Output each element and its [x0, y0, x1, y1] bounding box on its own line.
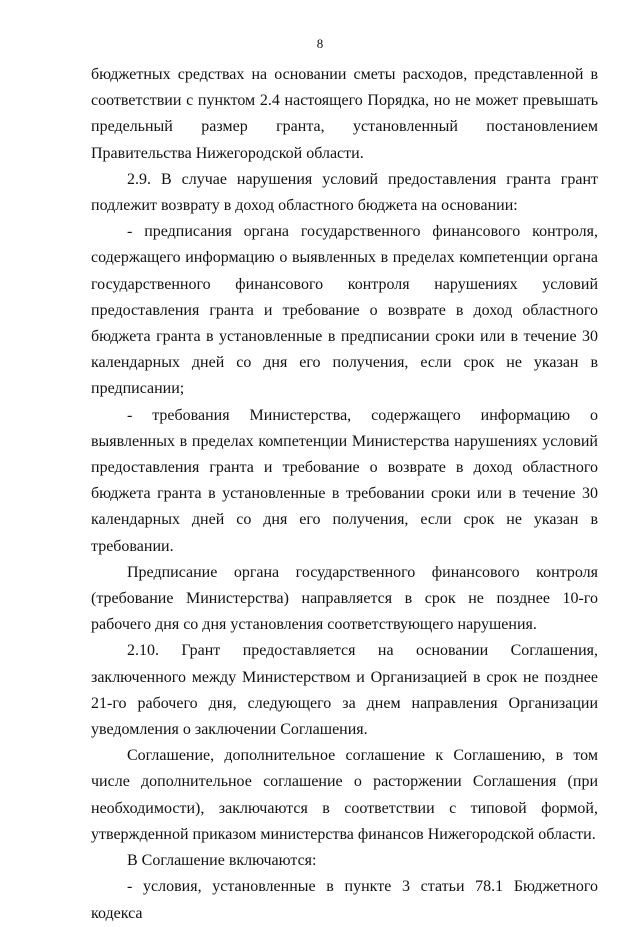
- paragraph-2-9: 2.9. В случае нарушения условий предоставления гранта грант подлежит возврату в доход областного бюджета на основании:: [91, 170, 598, 215]
- paragraph-continuation: бюджетных средствах на основании сметы расходов, представленной в соответствии с пунктом 2.4 настоящего Порядка, но не может превышать предельный размер гранта, установленный постановлением Правительства Нижегородской области.: [91, 66, 598, 162]
- paragraph-agreement-form: Соглашение, дополнительное соглашение к Соглашению, в том числе дополнительное соглашение о расторжении Соглашения (при необходимости), заключаются в соответствии с типовой формой, утвержденной приказом министерства финансов Нижегородской области.: [91, 747, 598, 843]
- paragraph-agreement-includes: В Соглашение включаются:: [127, 852, 317, 870]
- document-body: [91, 62, 598, 927]
- paragraph-bullet-conditions: - условия, установленные в пункте 3 статьи 78.1 Бюджетного кодекса: [91, 878, 598, 922]
- paragraph-2-10: 2.10. Грант предоставляется на основании Соглашения, заключенного между Министерством и Организацией в срок не позднее 21-го рабочего дня, следующего за днем направления Организации уведомления о заключении Соглашения.: [91, 642, 598, 739]
- paragraph-order-deadline: Предписание органа государственного финансового контроля (требование Министерства) направляется в срок не позднее 10-го рабочего дня со дня установления соответствующего нарушения.: [91, 563, 598, 634]
- paragraph-bullet-requirement: - требования Министерства, содержащего информацию о выявленных в пределах компетенции Министерства нарушениях условий предоставления гранта и требование о возврате в доход областного бюджета гранта в установленные в требовании сроки или в течение 30 календарных дней со дня его получения, если срок не указан в требовании.: [91, 406, 598, 555]
- paragraph-bullet-order: - предписания органа государственного финансового контроля, содержащего информацию о выявленных в пределах компетенции органа государственного финансового контроля нарушениях условий предоставления гранта и требование о возврате в доход областного бюджета гранта в установленные в предписании сроки или в течение 30 календарных дней со дня его получения, если срок не указан в предписании;: [91, 223, 598, 398]
- page-number: 8: [316, 36, 324, 51]
